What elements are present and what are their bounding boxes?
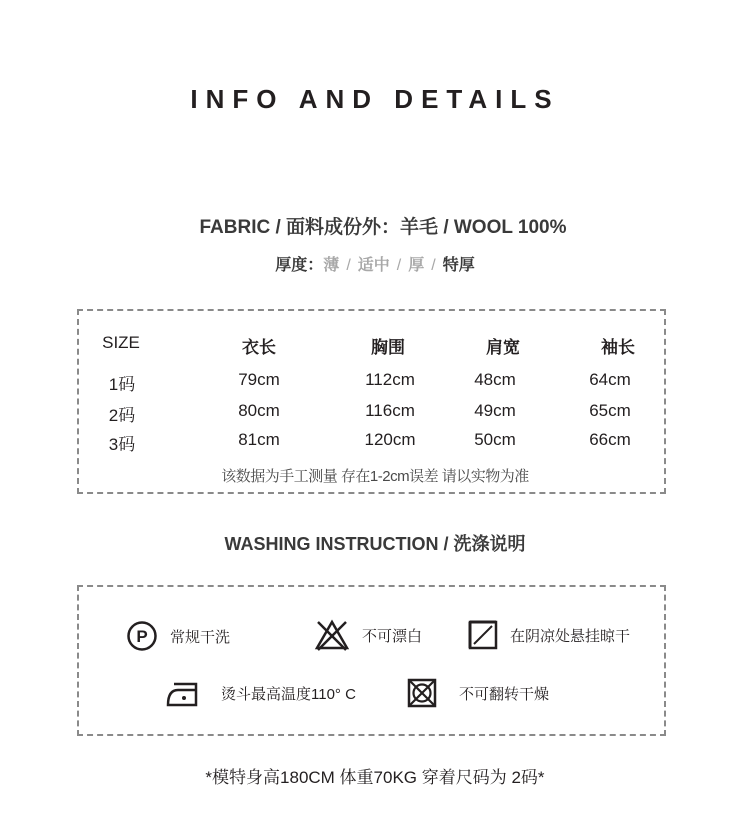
- page-title: INFO AND DETAILS: [190, 84, 560, 114]
- thickness-separator: /: [431, 257, 436, 274]
- wash-item-no-bleach: [314, 618, 422, 652]
- model-footnote: *模特身高180CM 体重70KG 穿着尺码为 2码*: [205, 768, 545, 787]
- table-cell-shoulder: 48cm: [474, 370, 516, 389]
- wash-item-dry-in-shade: [468, 620, 630, 650]
- thickness-separator: /: [346, 257, 351, 274]
- thickness-option-medium: 适中: [357, 257, 390, 274]
- wash-label: 烫斗最高温度110° C: [221, 685, 356, 703]
- dry-clean-p-icon: [126, 620, 158, 652]
- thickness-option-extra-thick: 特厚: [442, 257, 475, 274]
- washing-title: WASHING INSTRUCTION / 洗涤说明: [224, 534, 526, 554]
- table-cell-length: 81cm: [238, 430, 280, 449]
- table-cell-sleeve: 66cm: [589, 430, 631, 449]
- table-header-length: 衣长: [242, 338, 276, 357]
- table-cell-chest: 120cm: [364, 430, 416, 449]
- table-cell-chest: 112cm: [365, 370, 415, 389]
- table-cell-size: 2码: [108, 406, 136, 425]
- table-cell-shoulder: 49cm: [474, 401, 516, 420]
- table-cell-size: 1码: [108, 375, 136, 394]
- wash-label: 不可漂白: [362, 627, 423, 645]
- table-cell-sleeve: 64cm: [589, 370, 631, 389]
- table-header-size: SIZE: [102, 333, 140, 352]
- no-tumble-dry-icon: [407, 678, 437, 708]
- fabric-composition: / 面料成份外：羊毛 / WOOL 100%: [275, 217, 567, 238]
- thickness-label: 厚度：: [275, 257, 324, 274]
- thickness-option-thick: 厚: [408, 257, 425, 274]
- fabric-label: FABRIC: [199, 217, 271, 238]
- measurement-note: 该数据为手工测量 存在1-2cm误差 请以实物为准: [221, 468, 529, 485]
- table-cell-length: 80cm: [238, 401, 280, 420]
- wash-item-iron: [165, 678, 356, 708]
- wash-item-no-tumble-dry: [407, 678, 549, 708]
- table-header-sleeve: 袖长: [601, 338, 635, 357]
- thickness-separator: /: [396, 257, 402, 274]
- dry-in-shade-icon: [468, 620, 498, 650]
- washing-box: [77, 585, 666, 736]
- table-cell-size: 3码: [108, 435, 136, 454]
- wash-item-dry-clean: [126, 620, 230, 652]
- no-bleach-icon: [314, 618, 350, 652]
- wash-label: 不可翻转干燥: [459, 685, 550, 703]
- iron-icon: [165, 678, 201, 708]
- table-cell-length: 79cm: [238, 370, 280, 389]
- table-cell-chest: 116cm: [365, 401, 415, 420]
- wash-label: 在阴凉处悬挂晾干: [510, 627, 631, 645]
- thickness-line: [0, 252, 750, 275]
- fabric-line: [0, 212, 750, 239]
- svg-text:P: P: [136, 627, 148, 646]
- table-header-shoulder: 肩宽: [486, 338, 520, 357]
- table-header-chest: 胸围: [371, 338, 405, 357]
- thickness-option-thin: 薄: [323, 257, 340, 274]
- table-cell-sleeve: 65cm: [589, 401, 631, 420]
- table-cell-shoulder: 50cm: [474, 430, 516, 449]
- wash-label: 常规干洗: [170, 628, 231, 646]
